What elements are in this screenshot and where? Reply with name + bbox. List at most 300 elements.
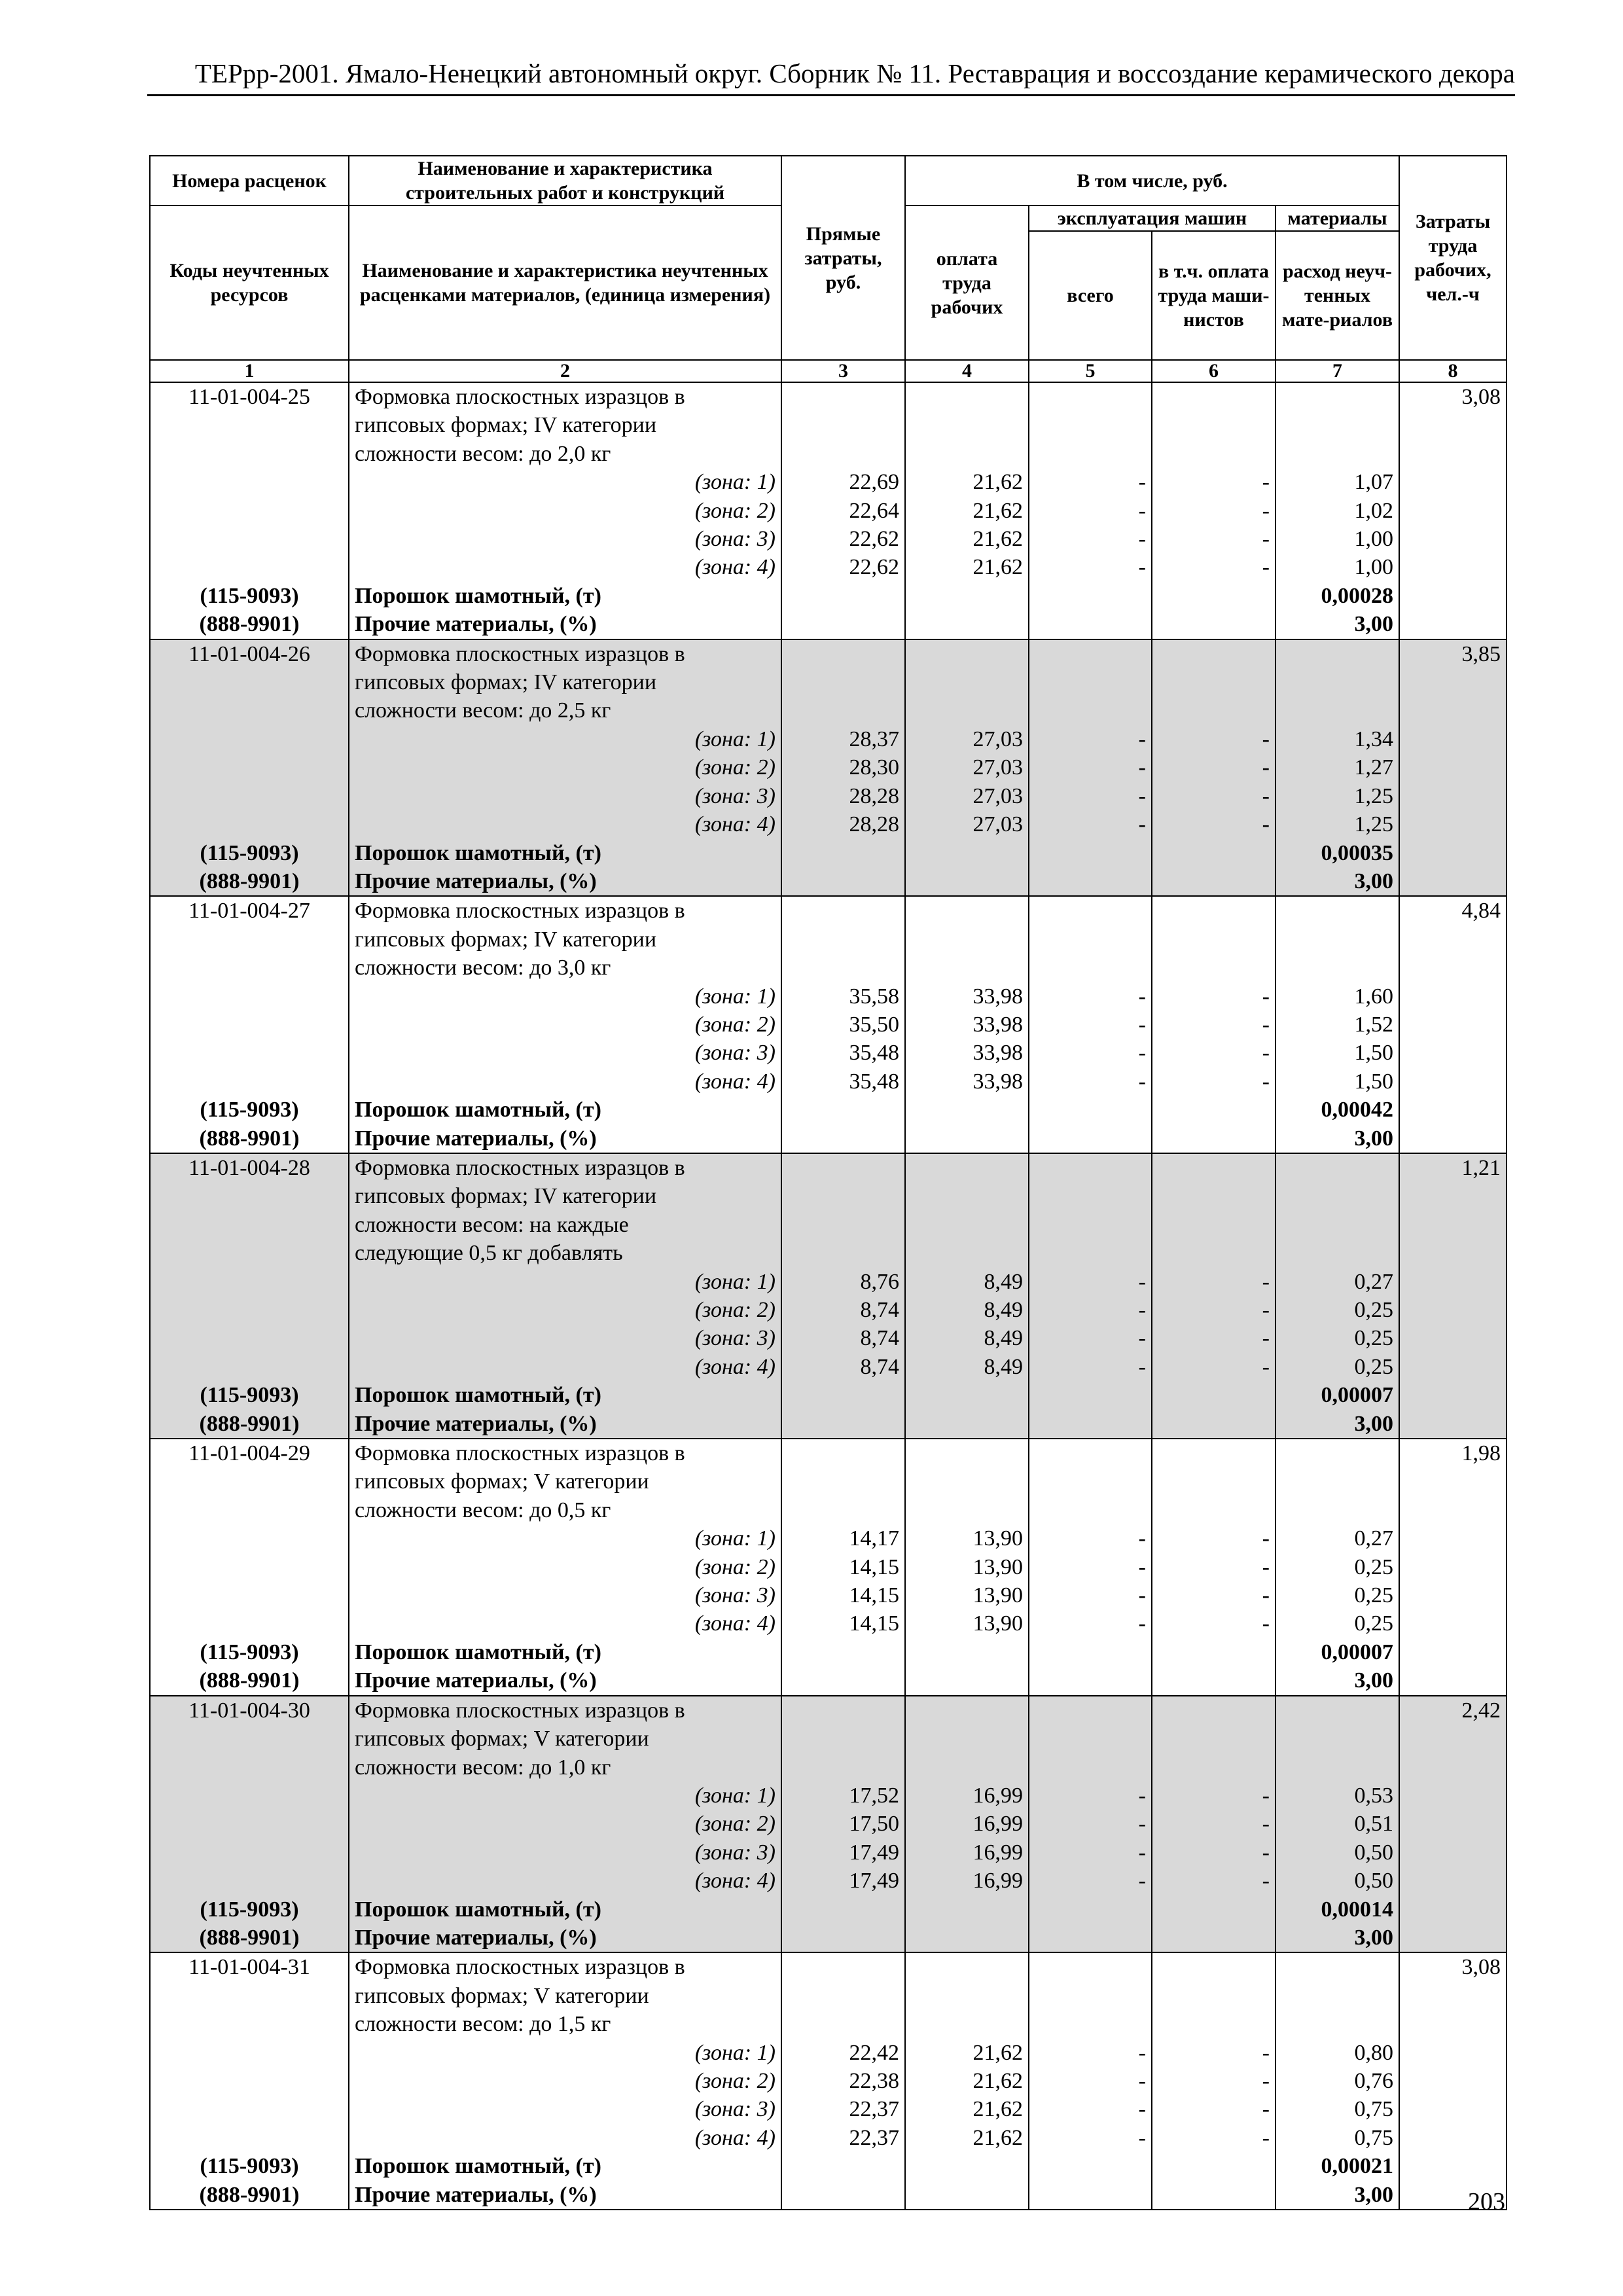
spacer — [156, 1982, 343, 2010]
spacer — [1158, 1953, 1270, 1981]
operator-pay-value: - — [1262, 1840, 1270, 1865]
column-number: 2 — [349, 360, 781, 382]
direct-cost-value: 8,74 — [860, 1298, 899, 1322]
spacer — [1035, 1696, 1146, 1725]
spacer — [787, 668, 899, 696]
operator-pay-value: - — [1262, 1583, 1270, 1608]
materials-value: 0,80 — [1354, 2040, 1394, 2065]
resource-value: 0,00021 — [1321, 2154, 1394, 2179]
direct-cost-value: 14,15 — [849, 1583, 899, 1608]
spacer — [1281, 1982, 1393, 2010]
spacer — [156, 1182, 343, 1210]
direct-cost-value-cell — [781, 1952, 905, 2210]
materials-value: 1,25 — [1354, 812, 1394, 837]
machine-total-value: - — [1138, 1554, 1146, 1579]
spacer — [156, 1524, 343, 1552]
machine-total-value-cell — [1029, 1696, 1152, 1953]
spacer — [1158, 1496, 1270, 1524]
materials-value: 0,25 — [1354, 1354, 1394, 1379]
worker-pay-value: 27,03 — [972, 812, 1023, 837]
zone-label: (зона: 1) — [694, 2040, 776, 2065]
operator-pay-value: - — [1262, 1526, 1270, 1551]
machine-total-value: - — [1138, 498, 1146, 523]
spacer — [1281, 383, 1393, 411]
materials-value: 0,27 — [1354, 1526, 1394, 1551]
table-header — [150, 156, 1507, 382]
machine-total-value: - — [1138, 1840, 1146, 1865]
spacer — [156, 982, 343, 1011]
spacer — [1158, 1182, 1270, 1210]
resource-name: Порошок шамотный, (т) — [355, 583, 601, 608]
spacer — [911, 925, 1023, 954]
spacer — [1281, 1953, 1393, 1981]
rate-name-line: гипсовых формах; IV категории — [355, 927, 657, 952]
machine-total-value: - — [1138, 1354, 1146, 1379]
spacer — [787, 1953, 899, 1981]
rate-code: 11-01-004-29 — [188, 1441, 310, 1466]
resource-code: (888-9901) — [199, 1126, 300, 1151]
spacer — [1158, 1211, 1270, 1239]
spacer — [156, 1067, 343, 1096]
spacer — [911, 897, 1023, 925]
rate-description-cell — [349, 896, 781, 1153]
resource-code: (888-9901) — [199, 869, 300, 893]
spacer — [787, 1982, 899, 2010]
operator-pay-value: - — [1262, 1326, 1270, 1351]
labor-value: 1,21 — [1461, 1155, 1501, 1180]
spacer — [911, 696, 1023, 725]
header-incl-operator-pay: в т.ч. оплата труда маши-нистов — [1152, 231, 1275, 360]
materials-value: 0,50 — [1354, 1840, 1394, 1865]
materials-value: 0,25 — [1354, 1298, 1394, 1322]
worker-pay-value: 33,98 — [972, 1041, 1023, 1066]
labor-cell — [1399, 896, 1507, 1153]
spacer — [911, 954, 1023, 982]
operator-pay-value: - — [1262, 726, 1270, 751]
operator-pay-value: - — [1262, 1012, 1270, 1037]
labor-value: 3,08 — [1461, 1955, 1501, 1980]
rate-name-line: сложности весом: до 1,0 кг — [355, 1755, 611, 1780]
spacer — [156, 2067, 343, 2095]
worker-pay-value: 21,62 — [972, 2097, 1023, 2122]
resource-code: (888-9901) — [199, 1668, 300, 1693]
resource-code: (115-9093) — [200, 583, 299, 608]
spacer — [1281, 640, 1393, 668]
direct-cost-value: 35,48 — [849, 1041, 899, 1066]
spacer — [1281, 411, 1393, 439]
zone-label: (зона: 4) — [694, 812, 776, 837]
spacer — [156, 440, 343, 468]
worker-pay-value: 16,99 — [972, 1812, 1023, 1837]
spacer — [1158, 1239, 1270, 1267]
operator-pay-value: - — [1262, 1611, 1270, 1636]
spacer — [1035, 925, 1146, 954]
spacer — [787, 1239, 899, 1267]
spacer — [1158, 440, 1270, 468]
machine-total-value: - — [1138, 1298, 1146, 1322]
header-direct-costs: Прямые затраты, руб. — [781, 156, 905, 360]
spacer — [156, 497, 343, 525]
materials-value: 0,53 — [1354, 1783, 1394, 1808]
worker-pay-value: 13,90 — [972, 1583, 1023, 1608]
resource-code: (115-9093) — [200, 1640, 299, 1664]
direct-cost-value: 28,30 — [849, 755, 899, 780]
operator-pay-value: - — [1262, 2125, 1270, 2150]
machine-total-value: - — [1138, 555, 1146, 580]
worker-pay-value: 16,99 — [972, 1783, 1023, 1808]
spacer — [156, 810, 343, 838]
labor-value: 3,08 — [1461, 385, 1501, 409]
worker-pay-value: 8,49 — [984, 1269, 1023, 1294]
direct-cost-value-cell — [781, 896, 905, 1153]
table-row — [150, 896, 1507, 1153]
resource-code: (888-9901) — [199, 612, 300, 637]
operator-pay-value: - — [1262, 1812, 1270, 1837]
labor-cell — [1399, 382, 1507, 639]
worker-pay-value: 27,03 — [972, 783, 1023, 808]
spacer — [787, 1725, 899, 1753]
materials-cell — [1275, 1696, 1399, 1953]
spacer — [156, 1353, 343, 1381]
worker-pay-value: 8,49 — [984, 1326, 1023, 1351]
rate-code: 11-01-004-28 — [188, 1155, 310, 1180]
resource-code: (115-9093) — [200, 840, 299, 865]
worker-pay-value: 8,49 — [984, 1354, 1023, 1379]
resource-code: (115-9093) — [200, 1383, 299, 1408]
spacer — [156, 1839, 343, 1867]
rate-name-line: Формовка плоскостных изразцов в — [355, 1155, 685, 1180]
direct-cost-value-cell — [781, 1439, 905, 1696]
materials-value: 0,75 — [1354, 2125, 1394, 2150]
machine-total-value-cell — [1029, 1153, 1152, 1439]
labor-cell — [1399, 1439, 1507, 1696]
machine-total-value: - — [1138, 1583, 1146, 1608]
resource-value: 3,00 — [1354, 612, 1394, 637]
materials-value: 1,27 — [1354, 755, 1394, 780]
materials-value: 0,76 — [1354, 2068, 1394, 2093]
spacer — [1035, 1982, 1146, 2010]
resource-name: Прочие материалы, (%) — [355, 1925, 597, 1950]
spacer — [1035, 1953, 1146, 1981]
spacer — [911, 1239, 1023, 1267]
direct-cost-value: 28,37 — [849, 726, 899, 751]
direct-cost-value-cell — [781, 1696, 905, 1953]
spacer — [1035, 897, 1146, 925]
column-number: 5 — [1029, 360, 1152, 382]
resource-value: 3,00 — [1354, 1411, 1394, 1436]
direct-cost-value: 14,15 — [849, 1611, 899, 1636]
zone-label: (зона: 1) — [694, 470, 776, 495]
spacer — [156, 525, 343, 553]
operator-pay-value-cell — [1152, 896, 1275, 1153]
spacer — [787, 1696, 899, 1725]
spacer — [156, 553, 343, 581]
spacer — [911, 1496, 1023, 1524]
worker-pay-value: 13,90 — [972, 1526, 1023, 1551]
spacer — [1035, 1154, 1146, 1182]
rate-code-cell — [150, 1439, 349, 1696]
resource-name: Прочие материалы, (%) — [355, 2182, 597, 2207]
zone-label: (зона: 2) — [694, 2068, 776, 2093]
operator-pay-value-cell — [1152, 1439, 1275, 1696]
spacer — [156, 753, 343, 781]
spacer — [1035, 1239, 1146, 1267]
spacer — [1158, 925, 1270, 954]
spacer — [1035, 640, 1146, 668]
machine-total-value-cell — [1029, 639, 1152, 897]
spacer — [1281, 1725, 1393, 1753]
rate-description-cell — [349, 382, 781, 639]
worker-pay-value: 13,90 — [972, 1611, 1023, 1636]
materials-value: 0,25 — [1354, 1554, 1394, 1579]
spacer — [1281, 440, 1393, 468]
spacer — [911, 1154, 1023, 1182]
header-materials: материалы — [1275, 206, 1399, 231]
spacer — [911, 383, 1023, 411]
labor-value: 2,42 — [1461, 1698, 1501, 1723]
machine-total-value: - — [1138, 527, 1146, 552]
direct-cost-value: 22,37 — [849, 2125, 899, 2150]
rate-code-cell — [150, 1153, 349, 1439]
materials-cell — [1275, 1439, 1399, 1696]
worker-pay-value: 33,98 — [972, 1069, 1023, 1094]
column-number: 8 — [1399, 360, 1507, 382]
direct-cost-value: 8,74 — [860, 1354, 899, 1379]
operator-pay-value: - — [1262, 1298, 1270, 1322]
direct-cost-value: 17,50 — [849, 1812, 899, 1837]
rate-code-cell — [150, 1696, 349, 1953]
resource-name: Порошок шамотный, (т) — [355, 2154, 601, 2179]
materials-cell — [1275, 639, 1399, 897]
operator-pay-value: - — [1262, 1354, 1270, 1379]
zone-label: (зона: 4) — [694, 2125, 776, 2150]
machine-total-value: - — [1138, 2125, 1146, 2150]
spacer — [156, 1553, 343, 1581]
direct-cost-value-cell — [781, 1153, 905, 1439]
spacer — [156, 1467, 343, 1496]
resource-name: Порошок шамотный, (т) — [355, 840, 601, 865]
spacer — [156, 1296, 343, 1324]
direct-cost-value: 28,28 — [849, 783, 899, 808]
operator-pay-value: - — [1262, 527, 1270, 552]
rate-name-line: гипсовых формах; IV категории — [355, 1184, 657, 1209]
resource-name: Порошок шамотный, (т) — [355, 1098, 601, 1122]
header-rule — [147, 94, 1515, 96]
materials-cell — [1275, 382, 1399, 639]
header-unaccounted-materials: расход неуч-тенных мате-риалов — [1275, 231, 1399, 360]
spacer — [156, 1239, 343, 1267]
table-row — [150, 382, 1507, 639]
spacer — [787, 440, 899, 468]
materials-value: 1,07 — [1354, 470, 1394, 495]
machine-total-value: - — [1138, 783, 1146, 808]
spacer — [1035, 1467, 1146, 1496]
rate-code-cell — [150, 639, 349, 897]
resource-name: Порошок шамотный, (т) — [355, 1383, 601, 1408]
spacer — [787, 1154, 899, 1182]
spacer — [156, 1725, 343, 1753]
operator-pay-value: - — [1262, 755, 1270, 780]
spacer — [911, 1953, 1023, 1981]
machine-total-value: - — [1138, 1812, 1146, 1837]
worker-pay-value: 33,98 — [972, 984, 1023, 1009]
spacer — [1281, 668, 1393, 696]
spacer — [911, 668, 1023, 696]
materials-value: 1,00 — [1354, 527, 1394, 552]
spacer — [787, 411, 899, 439]
machine-total-value: - — [1138, 726, 1146, 751]
materials-value: 1,25 — [1354, 783, 1394, 808]
machine-total-value: - — [1138, 1269, 1146, 1294]
machine-total-value-cell — [1029, 1439, 1152, 1696]
rate-description-cell — [349, 1153, 781, 1439]
direct-cost-value: 22,64 — [849, 498, 899, 523]
direct-cost-value: 28,28 — [849, 812, 899, 837]
zone-label: (зона: 4) — [694, 555, 776, 580]
materials-value: 1,52 — [1354, 1012, 1394, 1037]
resource-name: Порошок шамотный, (т) — [355, 1897, 601, 1922]
direct-cost-value: 8,76 — [860, 1269, 899, 1294]
resource-code: (888-9901) — [199, 1925, 300, 1950]
machine-total-value: - — [1138, 1012, 1146, 1037]
resource-value: 0,00014 — [1321, 1897, 1394, 1922]
spacer — [156, 1039, 343, 1067]
header-machine-operation: эксплуатация машин — [1029, 206, 1275, 231]
machine-total-value: - — [1138, 1069, 1146, 1094]
column-number: 7 — [1275, 360, 1399, 382]
direct-cost-value: 14,17 — [849, 1526, 899, 1551]
direct-cost-value-cell — [781, 382, 905, 639]
spacer — [1281, 954, 1393, 982]
rate-name-line: Формовка плоскостных изразцов в — [355, 1698, 685, 1723]
spacer — [1281, 897, 1393, 925]
zone-label: (зона: 4) — [694, 1069, 776, 1094]
rate-name-line: следующие 0,5 кг добавлять — [355, 1241, 623, 1266]
resource-value: 0,00035 — [1321, 840, 1394, 865]
worker-pay-value-cell — [905, 896, 1029, 1153]
spacer — [1158, 2010, 1270, 2038]
rate-code-cell — [150, 382, 349, 639]
zone-label: (зона: 3) — [694, 783, 776, 808]
resource-code: (888-9901) — [199, 2182, 300, 2207]
spacer — [1281, 1239, 1393, 1267]
labor-cell — [1399, 639, 1507, 897]
spacer — [1281, 1753, 1393, 1782]
spacer — [156, 668, 343, 696]
direct-cost-value: 35,50 — [849, 1012, 899, 1037]
worker-pay-value: 13,90 — [972, 1554, 1023, 1579]
spacer — [156, 1810, 343, 1838]
header-resource-codes: Коды неучтенных ресурсов — [150, 206, 349, 360]
operator-pay-value-cell — [1152, 1696, 1275, 1953]
spacer — [156, 954, 343, 982]
machine-total-value: - — [1138, 1041, 1146, 1066]
direct-cost-value: 22,37 — [849, 2097, 899, 2122]
rate-name-line: сложности весом: до 1,5 кг — [355, 2012, 611, 2037]
spacer — [787, 1439, 899, 1467]
machine-total-value: - — [1138, 1326, 1146, 1351]
machine-total-value: - — [1138, 2097, 1146, 2122]
worker-pay-value: 21,62 — [972, 527, 1023, 552]
direct-cost-value: 14,15 — [849, 1554, 899, 1579]
zone-label: (зона: 1) — [694, 984, 776, 1009]
zone-label: (зона: 3) — [694, 1041, 776, 1066]
worker-pay-value: 21,62 — [972, 2068, 1023, 2093]
resource-name: Прочие материалы, (%) — [355, 869, 597, 893]
spacer — [156, 468, 343, 496]
spacer — [787, 1211, 899, 1239]
spacer — [787, 1753, 899, 1782]
spacer — [156, 925, 343, 954]
resource-value: 0,00007 — [1321, 1383, 1394, 1408]
worker-pay-value: 8,49 — [984, 1298, 1023, 1322]
rate-code: 11-01-004-25 — [188, 385, 310, 409]
header-labor-costs: Затраты труда рабочих, чел.-ч — [1399, 156, 1507, 360]
table-row — [150, 639, 1507, 897]
spacer — [787, 2010, 899, 2038]
direct-cost-value: 35,48 — [849, 1069, 899, 1094]
resource-value: 3,00 — [1354, 1925, 1394, 1950]
zone-label: (зона: 1) — [694, 1269, 776, 1294]
operator-pay-value-cell — [1152, 382, 1275, 639]
zone-label: (зона: 3) — [694, 527, 776, 552]
spacer — [1035, 1211, 1146, 1239]
spacer — [911, 440, 1023, 468]
rate-code: 11-01-004-30 — [188, 1698, 310, 1723]
spacer — [1158, 668, 1270, 696]
spacer — [156, 1211, 343, 1239]
resource-value: 3,00 — [1354, 1668, 1394, 1693]
machine-total-value: - — [1138, 1869, 1146, 1893]
table-row — [150, 1696, 1507, 1953]
direct-cost-value: 22,62 — [849, 555, 899, 580]
spacer — [1035, 383, 1146, 411]
spacer — [1158, 1154, 1270, 1182]
spacer — [1281, 1696, 1393, 1725]
rate-name-line: сложности весом: до 3,0 кг — [355, 956, 611, 980]
machine-total-value: - — [1138, 1611, 1146, 1636]
spacer — [156, 696, 343, 725]
spacer — [1158, 954, 1270, 982]
spacer — [1281, 1496, 1393, 1524]
spacer — [911, 1467, 1023, 1496]
rate-name-line: гипсовых формах; IV категории — [355, 413, 657, 438]
operator-pay-value: - — [1262, 1041, 1270, 1066]
operator-pay-value: - — [1262, 470, 1270, 495]
operator-pay-value: - — [1262, 555, 1270, 580]
materials-value: 1,50 — [1354, 1069, 1394, 1094]
resource-value: 0,00028 — [1321, 583, 1394, 608]
resource-name: Прочие материалы, (%) — [355, 1668, 597, 1693]
spacer — [1281, 925, 1393, 954]
rate-description-cell — [349, 1696, 781, 1953]
labor-cell — [1399, 1952, 1507, 2210]
resource-name: Прочие материалы, (%) — [355, 1411, 597, 1436]
table-row — [150, 1439, 1507, 1696]
resource-value: 3,00 — [1354, 2182, 1394, 2207]
spacer — [1158, 640, 1270, 668]
direct-cost-value: 22,42 — [849, 2040, 899, 2065]
resource-value: 3,00 — [1354, 869, 1394, 893]
spacer — [156, 2010, 343, 2038]
spacer — [911, 640, 1023, 668]
spacer — [787, 1182, 899, 1210]
spacer — [1158, 696, 1270, 725]
zone-label: (зона: 1) — [694, 726, 776, 751]
zone-label: (зона: 2) — [694, 1012, 776, 1037]
spacer — [156, 2095, 343, 2123]
machine-total-value: - — [1138, 984, 1146, 1009]
